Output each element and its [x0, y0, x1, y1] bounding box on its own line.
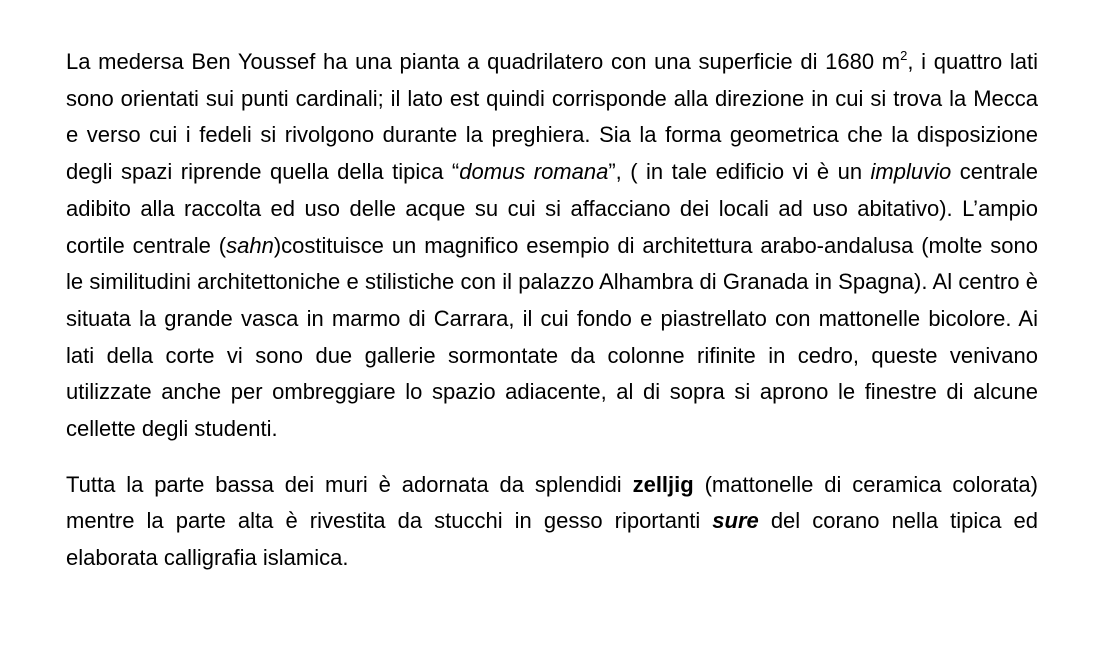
italic-term-domus-romana: domus romana: [459, 159, 609, 185]
text-segment: )costituisce un magnifico esempio di architettura arabo-andalusa (molte sono le similitudini architettoniche e stilistiche con il palazzo Alhambra di Granada in Spagna). Al centro è situata la grande vasca in marmo di Carrara, il cui fondo e piastrellato con mattonelle bicolore. Ai lati della corte vi sono due gallerie sormontate da colonne rifinite in cedro, queste venivano utilizzate anche per ombreggiare lo spazio adiacente, al di sopra si aprono le finestre di alcune cellette degli studenti.: [66, 232, 1038, 442]
italic-term-impluvio: impluvio: [870, 159, 952, 185]
bold-italic-term-sure: sure: [712, 508, 759, 534]
text-segment: , i quattro lati sono orientati sui punti cardinali; il lato est quindi corrisponde alla direzione in cui si trova la Mecca e verso cui i fedeli si rivolgono durante la preghiera. Sia la forma geometrica che la disposizione degli spazi riprende quella della tipica “: [66, 49, 1039, 185]
text-segment: (mattonelle di ceramica colorata) mentre la parte alta è rivestita da stucchi in gesso riportanti: [66, 471, 1038, 534]
paragraph-wall-decoration: [66, 467, 1038, 577]
document-page: [66, 44, 1038, 577]
text-segment: ”, ( in tale edificio vi è un: [608, 159, 871, 185]
text-segment: La medersa Ben Youssef ha una pianta a quadrilatero con una superficie di 1680 m: [66, 49, 901, 74]
paragraph-medersa-description: [66, 44, 1038, 448]
text-segment: centrale adibito alla raccolta ed uso delle acque su cui si affacciano dei locali ad uso abitativo). L’ampio cortile centrale (: [66, 159, 1038, 258]
bold-term-zelljig: zelljig: [632, 471, 694, 497]
italic-term-sahn: sahn: [226, 232, 274, 258]
superscript-squared: 2: [900, 48, 908, 63]
text-segment: Tutta la parte bassa dei muri è adornata da splendidi: [66, 471, 633, 497]
text-segment: del corano nella tipica ed elaborata calligrafia islamica.: [66, 508, 1039, 571]
